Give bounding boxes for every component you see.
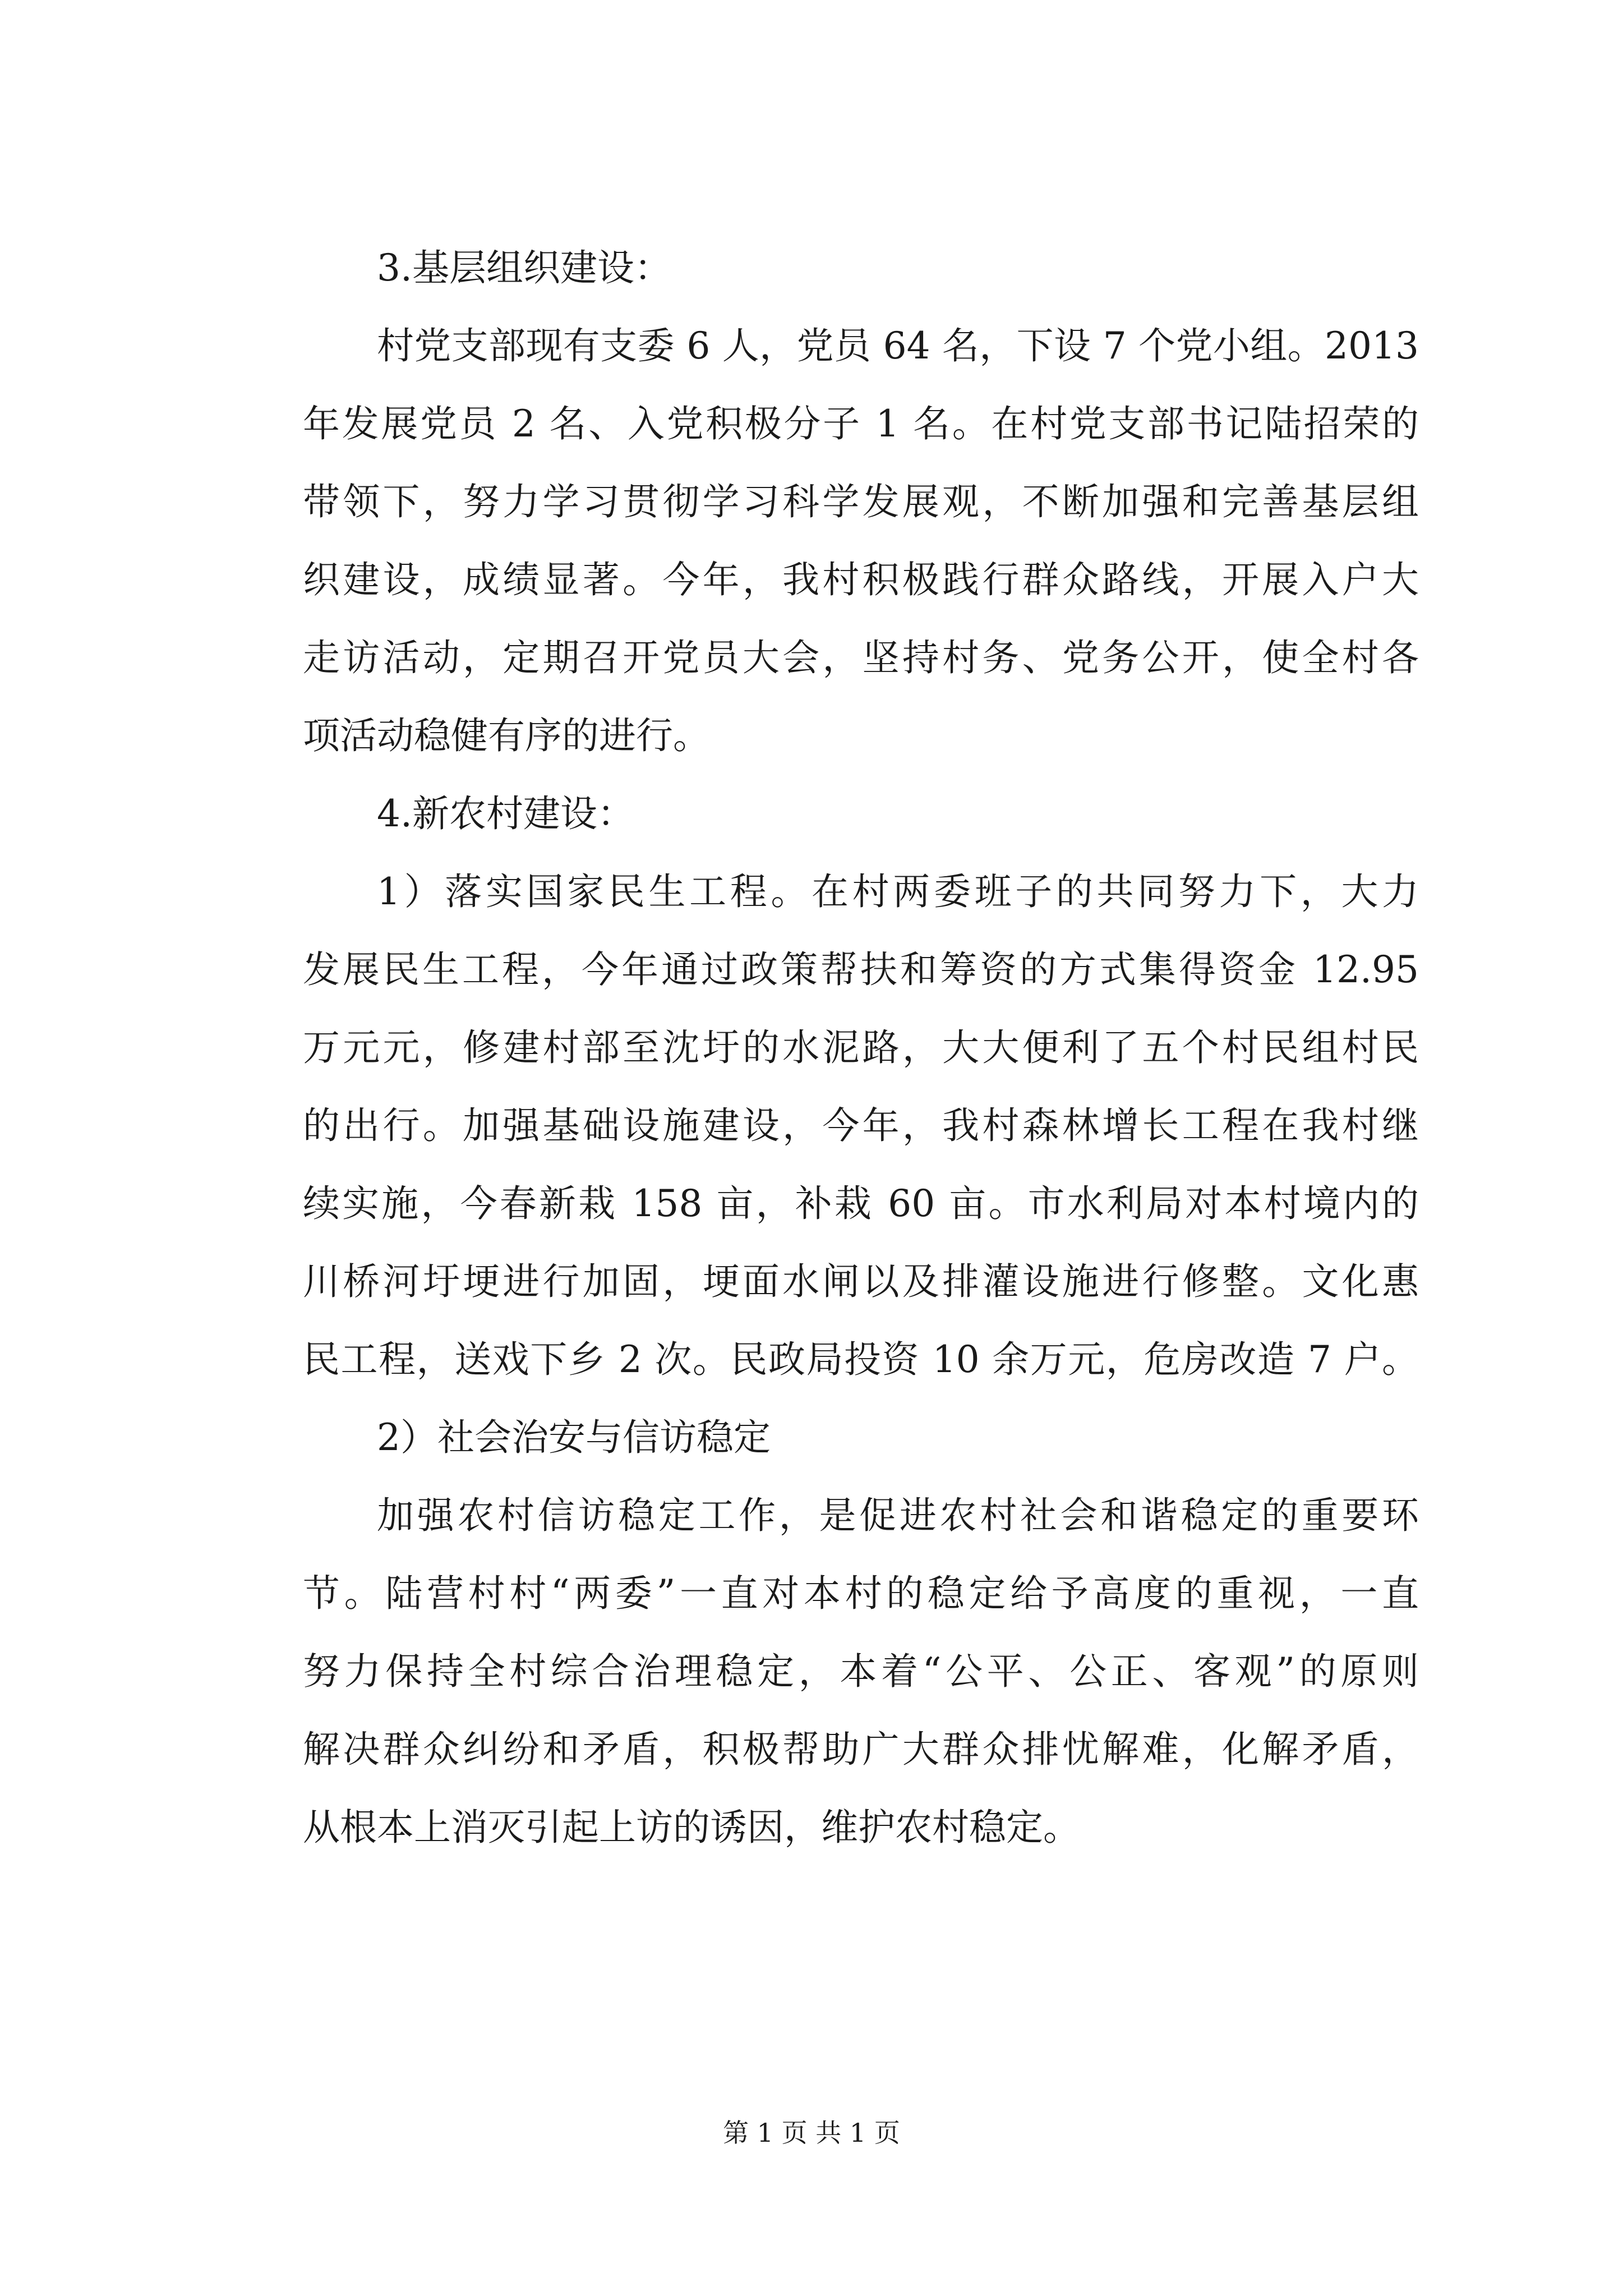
paragraph-line: 项活动稳健有序的进行。 bbox=[303, 714, 710, 757]
paragraph-line: 走访活动，定期召开党员大会，坚持村务、党务公开，使全村各 bbox=[303, 636, 1419, 679]
paragraph-line: 从根本上消灭引起上访的诱因，维护农村稳定。 bbox=[303, 1806, 1080, 1849]
paragraph-line: 1）落实国家民生工程。在村两委班子的共同努力下，大力 bbox=[377, 870, 1419, 913]
page-number-label: 第 1 页 共 1 页 bbox=[723, 2118, 900, 2148]
paragraph-line: 织建设，成绩显著。今年，我村积极践行群众路线，开展入户大 bbox=[303, 558, 1419, 601]
section-heading-4: 4.新农村建设： bbox=[377, 792, 634, 835]
paragraph-line: 带领下，努力学习贯彻学习科学发展观，不断加强和完善基层组 bbox=[303, 480, 1419, 523]
paragraph-line: 年发展党员 2 名、入党积极分子 1 名。在村党支部书记陆招荣的 bbox=[303, 402, 1419, 445]
paragraph-line: 民工程，送戏下乡 2 次。民政局投资 10 余万元，危房改造 7 户。 bbox=[303, 1338, 1419, 1381]
paragraph-line: 的出行。加强基础设施建设，今年，我村森林增长工程在我村继 bbox=[303, 1104, 1419, 1147]
section-heading-3: 3.基层组织建设： bbox=[377, 246, 671, 289]
paragraph-line: 万元元，修建村部至沈圩的水泥路，大大便利了五个村民组村民 bbox=[303, 1026, 1419, 1069]
paragraph-line: 川桥河圩埂进行加固，埂面水闸以及排灌设施进行修整。文化惠 bbox=[303, 1260, 1419, 1303]
paragraph-line: 发展民生工程，今年通过政策帮扶和筹资的方式集得资金 12.95 bbox=[303, 948, 1419, 991]
paragraph-line: 续实施，今春新栽 158 亩，补栽 60 亩。市水利局对本村境内的 bbox=[303, 1182, 1419, 1225]
subsection-heading: 2）社会治安与信访稳定 bbox=[377, 1416, 771, 1459]
paragraph-line: 努力保持全村综合治理稳定，本着“公平、公正、客观”的原则 bbox=[303, 1650, 1419, 1693]
paragraph-line: 加强农村信访稳定工作，是促进农村社会和谐稳定的重要环 bbox=[377, 1494, 1419, 1537]
paragraph-line: 解决群众纠纷和矛盾，积极帮助广大群众排忧解难，化解矛盾， bbox=[303, 1728, 1419, 1771]
paragraph-line: 村党支部现有支委 6 人，党员 64 名，下设 7 个党小组。2013 bbox=[377, 324, 1419, 367]
document-body bbox=[303, 229, 1419, 1866]
page-footer bbox=[0, 2116, 1623, 2150]
paragraph-line: 节。陆营村村“两委”一直对本村的稳定给予高度的重视，一直 bbox=[303, 1572, 1419, 1615]
